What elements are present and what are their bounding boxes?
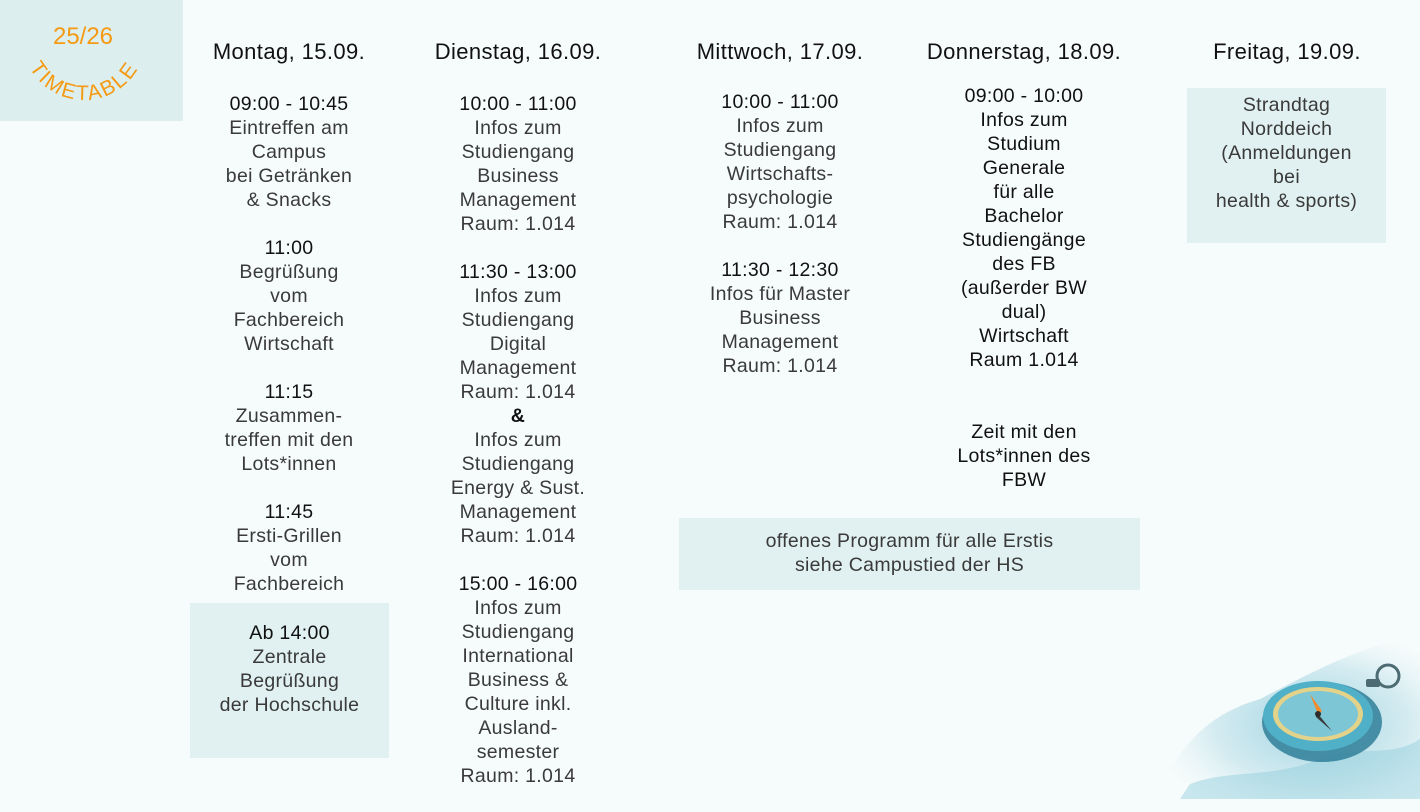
event-line: FBW	[1001, 469, 1047, 491]
event-line: Raum: 1.014	[722, 211, 838, 233]
event-line: Infos zum	[474, 285, 562, 307]
event-line: health & sports)	[1215, 190, 1358, 212]
event-line: bei Getränken	[225, 165, 353, 187]
event-line: Wirtschaft	[244, 333, 334, 355]
monday-highlight-box	[190, 603, 389, 758]
event-line: Generale	[982, 157, 1066, 179]
open-program-box	[679, 518, 1140, 590]
event-line: Bachelor	[984, 205, 1064, 227]
event-line: treffen mit den	[224, 429, 354, 451]
badge-label: TIMETABLE	[24, 57, 144, 106]
event-line: Fachbereich	[233, 573, 345, 595]
event-time: 10:00 - 11:00	[459, 93, 577, 115]
event-line: Strandtag	[1242, 94, 1331, 116]
event-line: Infos zum	[474, 429, 562, 451]
event-time: 09:00 - 10:00	[964, 85, 1084, 107]
event-time: 11:30 - 12:30	[721, 259, 839, 281]
event-line: der Hochschule	[219, 694, 360, 716]
compass-illustration	[1150, 619, 1420, 799]
event-line: Studiengänge	[962, 229, 1086, 251]
event-line: Infos zum	[736, 115, 824, 137]
event-line: Management	[721, 331, 839, 353]
event-line: Studiengang	[461, 453, 575, 475]
event-line: Studium	[987, 133, 1061, 155]
event-line: Norddeich	[1240, 118, 1333, 140]
event-line: (außerder BW	[960, 277, 1088, 299]
timetable-badge	[0, 0, 183, 121]
day-column-wednesday	[675, 40, 885, 402]
day-heading: Freitag, 19.09.	[1213, 39, 1361, 64]
event-line: Management	[459, 501, 577, 523]
day-column-monday	[195, 40, 383, 620]
event-line: Wirtschafts-	[726, 163, 834, 185]
event-block	[423, 260, 613, 548]
day-column-friday	[1188, 40, 1386, 92]
event-line: vom	[270, 549, 308, 571]
event-line: Zeit mit den	[971, 421, 1077, 443]
event-line: Raum: 1.014	[460, 381, 576, 403]
event-line: dual)	[1001, 301, 1047, 323]
event-time: 15:00 - 16:00	[458, 573, 578, 595]
day-heading: Dienstag, 16.09.	[434, 39, 602, 64]
event-line: Zentrale	[252, 646, 327, 668]
friday-highlight-box	[1187, 88, 1386, 243]
day-column-thursday	[918, 40, 1130, 516]
event-line: Infos zum	[980, 109, 1068, 131]
event-line: Lots*innen des	[957, 445, 1091, 467]
event-line: für alle	[993, 181, 1055, 203]
svg-text:TIMETABLE	[25, 57, 143, 105]
day-heading: Donnerstag, 18.09.	[926, 39, 1122, 64]
event-block	[195, 236, 383, 356]
event-line: bei	[1273, 166, 1300, 188]
event-line: vom	[270, 285, 308, 307]
event-line: Management	[459, 357, 577, 379]
event-time: 11:45	[264, 501, 314, 523]
event-line: Lots*innen	[241, 453, 337, 475]
event-block	[675, 258, 885, 378]
event-line: Begrüßung	[239, 261, 339, 283]
event-line: Infos zum	[474, 117, 562, 139]
event-line: Digital	[489, 333, 547, 355]
event-line: Energy & Sust.	[450, 477, 586, 499]
event-block	[675, 90, 885, 234]
event-line: Eintreffen am	[229, 117, 349, 139]
event-time: 10:00 - 11:00	[721, 91, 839, 113]
event-line: & Snacks	[246, 189, 332, 211]
event-line: Raum 1.014	[969, 349, 1079, 371]
event-line: Studiengang	[461, 141, 575, 163]
open-program-line: siehe Campustied der HS	[794, 554, 1025, 576]
event-time: 09:00 - 10:45	[229, 93, 349, 115]
badge-logo	[0, 0, 183, 121]
day-heading: Montag, 15.09.	[212, 39, 366, 64]
event-line: Campus	[251, 141, 327, 163]
event-line: Raum: 1.014	[722, 355, 838, 377]
event-line: Business	[477, 165, 559, 187]
event-block	[195, 92, 383, 212]
event-line: Zusammen-	[235, 405, 343, 427]
event-line: des FB	[992, 253, 1056, 275]
event-line: Begrüßung	[239, 670, 340, 692]
event-time: Ab 14:00	[249, 622, 330, 644]
event-line: Studiengang	[461, 621, 575, 643]
open-program-line: offenes Programm für alle Erstis	[765, 530, 1054, 552]
event-block	[918, 420, 1130, 492]
day-heading: Mittwoch, 17.09.	[696, 39, 864, 64]
event-line: Fachbereich	[233, 309, 345, 331]
event-line: Raum: 1.014	[460, 765, 576, 787]
event-line: Business	[739, 307, 821, 329]
event-line: Management	[459, 189, 577, 211]
event-block	[423, 92, 613, 236]
event-line: Business &	[467, 669, 569, 691]
event-block	[423, 572, 613, 788]
event-line: International	[462, 645, 574, 667]
event-time: 11:15	[264, 381, 314, 403]
event-line: Studiengang	[461, 309, 575, 331]
ampersand-separator: &	[510, 405, 526, 427]
event-line: Wirtschaft	[979, 325, 1069, 347]
event-block	[195, 500, 383, 596]
event-line: (Anmeldungen	[1221, 142, 1352, 164]
event-line: Culture inkl.	[464, 693, 572, 715]
event-block	[918, 84, 1130, 372]
event-line: Raum: 1.014	[460, 525, 576, 547]
event-line: Raum: 1.014	[460, 213, 576, 235]
event-line: Infos zum	[474, 597, 562, 619]
event-block	[195, 380, 383, 476]
day-column-tuesday	[423, 40, 613, 812]
event-line: Ausland-	[478, 717, 558, 739]
event-line: Ersti-Grillen	[236, 525, 342, 547]
badge-year: 25/26	[52, 23, 114, 50]
event-time: 11:00	[264, 237, 314, 259]
event-line: psychologie	[726, 187, 834, 209]
event-line: Infos für Master	[709, 283, 851, 305]
event-time: 11:30 - 13:00	[459, 261, 577, 283]
event-line: semester	[476, 741, 560, 763]
event-line: Studiengang	[723, 139, 837, 161]
